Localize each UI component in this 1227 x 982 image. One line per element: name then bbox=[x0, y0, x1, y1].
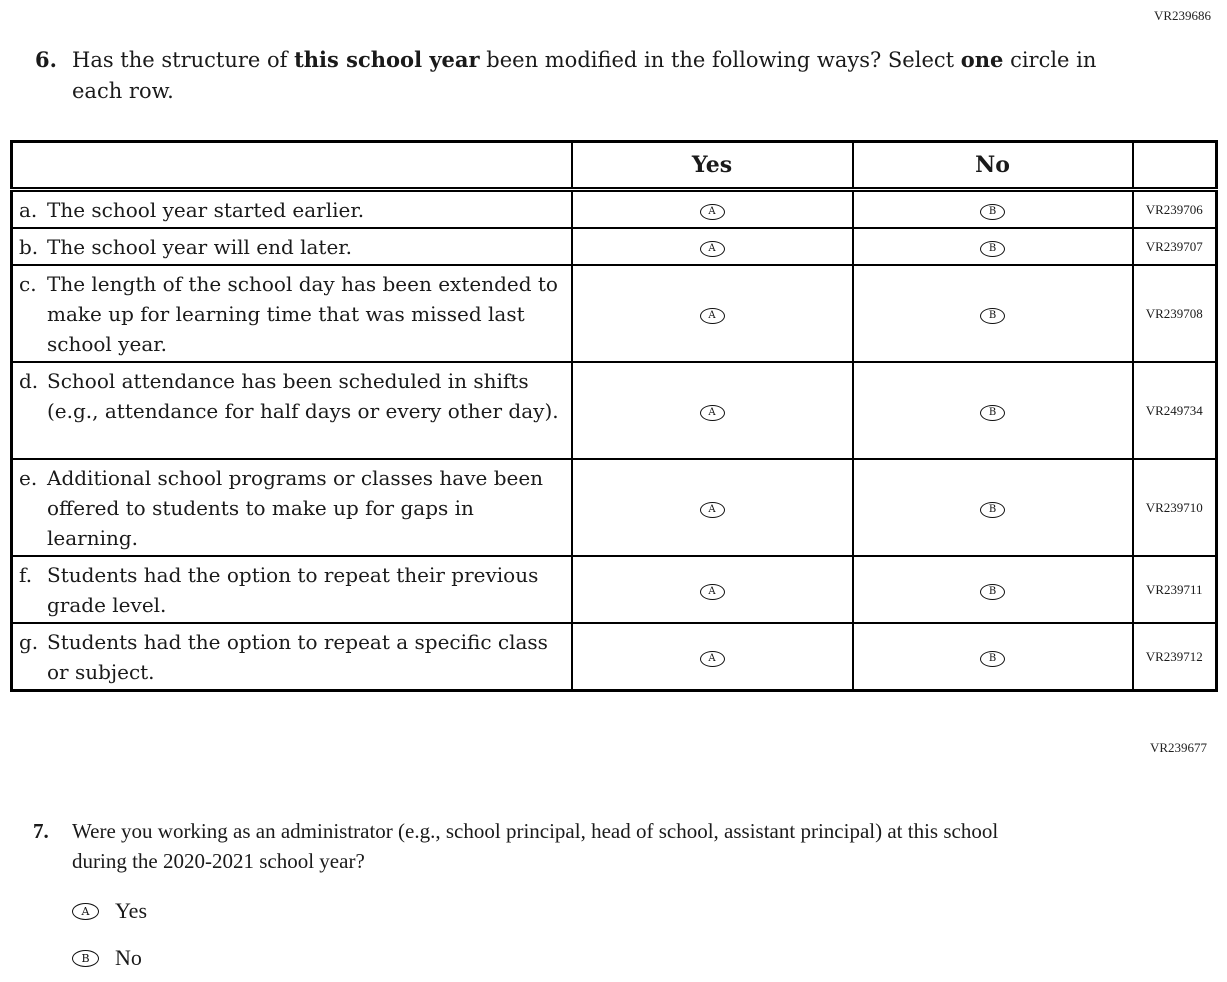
q7-yes-label: Yes bbox=[115, 898, 148, 923]
row-f-text: Students had the option to repeat their previous grade level. bbox=[47, 563, 539, 617]
question-6-number: 6. bbox=[35, 47, 57, 72]
row-c-no-bubble[interactable]: B bbox=[980, 308, 1005, 324]
q7-no-label: No bbox=[115, 945, 142, 970]
row-b-yes-bubble[interactable]: A bbox=[700, 241, 725, 257]
q6-text-bold1: this school year bbox=[294, 47, 480, 72]
q6-text-part3: circle in each row. bbox=[72, 48, 1097, 103]
row-c-code: VR239708 bbox=[1133, 265, 1217, 362]
row-e-code: VR239710 bbox=[1133, 459, 1217, 556]
question-6 bbox=[35, 44, 1120, 107]
row-a-code: VR239706 bbox=[1133, 190, 1217, 229]
row-g-label: g. bbox=[19, 630, 39, 654]
q7-option-yes[interactable] bbox=[72, 896, 147, 926]
table-row-d bbox=[12, 362, 1217, 459]
row-b-stem bbox=[12, 228, 572, 265]
row-g-code: VR239712 bbox=[1133, 623, 1217, 691]
row-e-text: Additional school programs or classes have been offered to students to make up for gaps in learning. bbox=[47, 466, 544, 550]
row-d-text: School attendance has been scheduled in shifts (e.g., attendance for half days or every other day). bbox=[47, 369, 559, 423]
row-e-yes-bubble[interactable]: A bbox=[700, 502, 725, 518]
row-g-yes-bubble[interactable]: A bbox=[700, 651, 725, 667]
row-e-stem bbox=[12, 459, 572, 556]
header-yes: Yes bbox=[572, 142, 853, 190]
row-e-no-bubble[interactable]: B bbox=[980, 502, 1005, 518]
row-c-yes-bubble[interactable]: A bbox=[700, 308, 725, 324]
row-d-stem bbox=[12, 362, 572, 459]
row-e-label: e. bbox=[19, 466, 38, 490]
form-code-mid: VR239677 bbox=[1149, 740, 1207, 755]
header-no: No bbox=[853, 142, 1133, 190]
row-f-stem bbox=[12, 556, 572, 623]
row-a-yes-bubble[interactable]: A bbox=[700, 204, 725, 220]
row-f-yes-bubble[interactable]: A bbox=[700, 584, 725, 600]
table-row-c bbox=[12, 265, 1217, 362]
row-a-stem bbox=[12, 190, 572, 229]
table-row-a bbox=[12, 190, 1217, 229]
row-a-no-bubble[interactable]: B bbox=[980, 204, 1005, 220]
row-c-text: The length of the school day has been extended to make up for learning time that was missed last school year. bbox=[47, 272, 558, 356]
table-row-g bbox=[12, 623, 1217, 691]
header-code-blank bbox=[1133, 142, 1217, 190]
question-7-number: 7. bbox=[33, 819, 49, 843]
row-d-no-bubble[interactable]: B bbox=[980, 405, 1005, 421]
table-row-e bbox=[12, 459, 1217, 556]
question-7-options bbox=[72, 896, 147, 982]
table-header-row bbox=[12, 142, 1217, 190]
row-f-label: f. bbox=[19, 563, 33, 587]
row-g-text: Students had the option to repeat a specific class or subject. bbox=[47, 630, 548, 684]
q7-no-bubble[interactable]: B bbox=[72, 950, 99, 967]
question-6-table bbox=[10, 140, 1218, 692]
row-c-stem bbox=[12, 265, 572, 362]
row-a-label: a. bbox=[19, 198, 38, 222]
row-g-no-bubble[interactable]: B bbox=[980, 651, 1005, 667]
table-row-f bbox=[12, 556, 1217, 623]
q6-text-part2: been modified in the following ways? Select bbox=[479, 48, 961, 72]
row-g-stem bbox=[12, 623, 572, 691]
row-a-text: The school year started earlier. bbox=[47, 198, 365, 222]
row-d-label: d. bbox=[19, 369, 39, 393]
q6-text-part1: Has the structure of bbox=[72, 48, 295, 72]
row-b-label: b. bbox=[19, 235, 39, 259]
row-b-text: The school year will end later. bbox=[47, 235, 353, 259]
header-stem-blank bbox=[12, 142, 572, 190]
table-row-b bbox=[12, 228, 1217, 265]
q7-yes-bubble[interactable]: A bbox=[72, 903, 99, 920]
q7-option-no[interactable] bbox=[72, 943, 147, 973]
row-f-code: VR239711 bbox=[1133, 556, 1217, 623]
q6-text-bold2: one bbox=[960, 47, 1004, 72]
row-c-label: c. bbox=[19, 272, 37, 296]
question-6-text bbox=[72, 44, 1120, 107]
question-7 bbox=[33, 816, 1053, 876]
row-d-yes-bubble[interactable]: A bbox=[700, 405, 725, 421]
form-code-top: VR239686 bbox=[1153, 8, 1211, 23]
question-7-text: Were you working as an administrator (e.g., school principal, head of school, assistant principal) at this school during the 2020-2021 school year? bbox=[72, 819, 999, 873]
row-b-no-bubble[interactable]: B bbox=[980, 241, 1005, 257]
row-b-code: VR239707 bbox=[1133, 228, 1217, 265]
row-f-no-bubble[interactable]: B bbox=[980, 584, 1005, 600]
row-d-code: VR249734 bbox=[1133, 362, 1217, 459]
